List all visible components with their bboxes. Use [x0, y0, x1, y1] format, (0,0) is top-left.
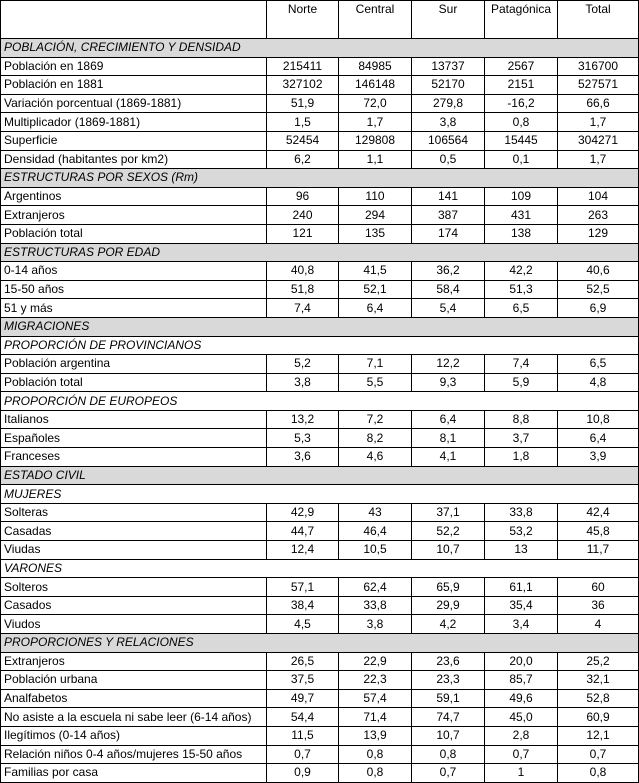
header-blank-cell [1, 1, 267, 39]
row-label: Familias por casa [1, 764, 267, 783]
table-cell: 66,6 [558, 94, 639, 113]
table-cell: 0,7 [267, 745, 339, 764]
table-cell: 7,4 [267, 299, 339, 318]
table-row [1, 522, 639, 541]
table-cell: 7,4 [485, 355, 558, 374]
table-cell: 57,1 [267, 578, 339, 597]
subsection-header-row [1, 485, 639, 504]
row-label: Variación porcentual (1869-1881) [1, 94, 267, 113]
table-cell: 6,2 [267, 150, 339, 169]
table-cell: 13,9 [339, 726, 412, 745]
table-cell: 6,5 [485, 299, 558, 318]
table-cell: 3,4 [485, 615, 558, 634]
table-cell: 0,8 [558, 764, 639, 783]
table-cell: 1,1 [339, 150, 412, 169]
table-cell: 141 [412, 187, 485, 206]
table-cell: 35,4 [485, 596, 558, 615]
table-cell: 4,1 [412, 448, 485, 467]
subsection-header-row [1, 336, 639, 355]
table-cell: -16,2 [485, 94, 558, 113]
row-label: Españoles [1, 429, 267, 448]
table-cell: 294 [339, 206, 412, 225]
table-row [1, 94, 639, 113]
table-cell: 32,1 [558, 671, 639, 690]
table-cell: 10,7 [412, 726, 485, 745]
section-title: ESTRUCTURAS POR EDAD [1, 243, 639, 262]
table-cell: 2151 [485, 76, 558, 95]
table-cell: 5,2 [267, 355, 339, 374]
table-cell: 45,0 [485, 708, 558, 727]
table-cell: 61,1 [485, 578, 558, 597]
table-cell: 174 [412, 224, 485, 243]
table-cell: 40,8 [267, 262, 339, 281]
table-cell: 0,7 [412, 764, 485, 783]
table-cell: 138 [485, 224, 558, 243]
row-label: Población urbana [1, 671, 267, 690]
row-label: 51 y más [1, 299, 267, 318]
table-cell: 10,5 [339, 541, 412, 560]
table-cell: 13737 [412, 57, 485, 76]
table-row [1, 708, 639, 727]
row-label: Multiplicador (1869-1881) [1, 113, 267, 132]
table-cell: 3,8 [412, 113, 485, 132]
table-cell: 4,2 [412, 615, 485, 634]
table-cell: 84985 [339, 57, 412, 76]
row-label: Argentinos [1, 187, 267, 206]
row-label: 15-50 años [1, 280, 267, 299]
table-cell: 129808 [339, 131, 412, 150]
table-cell: 279,8 [412, 94, 485, 113]
table-cell: 8,1 [412, 429, 485, 448]
table-cell: 0,8 [339, 764, 412, 783]
row-label: Superficie [1, 131, 267, 150]
table-cell: 0,7 [485, 745, 558, 764]
table-cell: 12,4 [267, 541, 339, 560]
subsection-title: VARONES [1, 559, 639, 578]
table-cell: 33,8 [485, 503, 558, 522]
table-cell: 6,4 [412, 410, 485, 429]
table-cell: 38,4 [267, 596, 339, 615]
table-cell: 3,9 [558, 448, 639, 467]
table-cell: 53,2 [485, 522, 558, 541]
table-cell: 1,7 [558, 150, 639, 169]
table-row [1, 373, 639, 392]
table-cell: 57,4 [339, 689, 412, 708]
table-cell: 20,0 [485, 652, 558, 671]
table-cell: 4,5 [267, 615, 339, 634]
table-cell: 1,7 [339, 113, 412, 132]
table-cell: 85,7 [485, 671, 558, 690]
row-label: Relación niños 0-4 años/mujeres 15-50 años [1, 745, 267, 764]
table-cell: 23,3 [412, 671, 485, 690]
table-cell: 15445 [485, 131, 558, 150]
table-cell: 3,6 [267, 448, 339, 467]
section-header-row [1, 466, 639, 485]
table-cell: 52454 [267, 131, 339, 150]
table-cell: 1,7 [558, 113, 639, 132]
table-cell: 45,8 [558, 522, 639, 541]
row-label: Población argentina [1, 355, 267, 374]
table-cell: 40,6 [558, 262, 639, 281]
table-cell: 4,8 [558, 373, 639, 392]
table-row [1, 355, 639, 374]
table-cell: 7,2 [339, 410, 412, 429]
table-cell: 0,8 [339, 745, 412, 764]
table-cell: 146148 [339, 76, 412, 95]
section-title: ESTADO CIVIL [1, 466, 639, 485]
subsection-title: PROPORCIÓN DE PROVINCIANOS [1, 336, 639, 355]
section-header-row [1, 169, 639, 188]
table-cell: 52,2 [412, 522, 485, 541]
table-cell: 431 [485, 206, 558, 225]
table-cell: 316700 [558, 57, 639, 76]
row-label: Italianos [1, 410, 267, 429]
table-cell: 3,8 [339, 615, 412, 634]
table-cell: 54,4 [267, 708, 339, 727]
table-cell: 29,9 [412, 596, 485, 615]
table-cell: 2567 [485, 57, 558, 76]
table-cell: 5,3 [267, 429, 339, 448]
row-label: Viudos [1, 615, 267, 634]
table-cell: 527571 [558, 76, 639, 95]
table-row [1, 726, 639, 745]
table-cell: 387 [412, 206, 485, 225]
table-cell: 304271 [558, 131, 639, 150]
row-label: Analfabetos [1, 689, 267, 708]
table-row [1, 652, 639, 671]
row-label: Solteras [1, 503, 267, 522]
table-row [1, 541, 639, 560]
subsection-header-row [1, 392, 639, 411]
section-header-row [1, 317, 639, 336]
row-label: Casadas [1, 522, 267, 541]
column-header: Patagónica [485, 1, 558, 39]
table-row [1, 76, 639, 95]
row-label: 0-14 años [1, 262, 267, 281]
table-row [1, 448, 639, 467]
table-cell: 106564 [412, 131, 485, 150]
table-cell: 0,8 [412, 745, 485, 764]
table-row [1, 206, 639, 225]
table-row [1, 671, 639, 690]
table-cell: 60,9 [558, 708, 639, 727]
table-row [1, 262, 639, 281]
subsection-title: MUJERES [1, 485, 639, 504]
table-cell: 37,1 [412, 503, 485, 522]
table-row [1, 113, 639, 132]
table-cell: 1,5 [267, 113, 339, 132]
table-cell: 26,5 [267, 652, 339, 671]
table-cell: 0,8 [485, 113, 558, 132]
table-cell: 36 [558, 596, 639, 615]
table-cell: 327102 [267, 76, 339, 95]
table-row [1, 578, 639, 597]
column-header: Total [558, 1, 639, 39]
table-cell: 0,7 [558, 745, 639, 764]
table-cell: 121 [267, 224, 339, 243]
table-cell: 11,5 [267, 726, 339, 745]
table-cell: 5,5 [339, 373, 412, 392]
table-cell: 49,7 [267, 689, 339, 708]
table-cell: 135 [339, 224, 412, 243]
header-row [1, 1, 639, 39]
row-label: Población en 1881 [1, 76, 267, 95]
table-cell: 59,1 [412, 689, 485, 708]
table-cell: 2,8 [485, 726, 558, 745]
table-cell: 74,7 [412, 708, 485, 727]
row-label: Población total [1, 224, 267, 243]
row-label: Ilegítimos (0-14 años) [1, 726, 267, 745]
table-cell: 263 [558, 206, 639, 225]
table-cell: 22,9 [339, 652, 412, 671]
table-cell: 41,5 [339, 262, 412, 281]
table-cell: 43 [339, 503, 412, 522]
table-cell: 8,8 [485, 410, 558, 429]
table-cell: 62,4 [339, 578, 412, 597]
table-cell: 96 [267, 187, 339, 206]
table-cell: 10,8 [558, 410, 639, 429]
table-cell: 37,5 [267, 671, 339, 690]
section-title: ESTRUCTURAS POR SEXOS (Rm) [1, 169, 639, 188]
table-cell: 5,9 [485, 373, 558, 392]
section-header-row [1, 39, 639, 58]
table-cell: 23,6 [412, 652, 485, 671]
table-cell: 22,3 [339, 671, 412, 690]
table-cell: 4 [558, 615, 639, 634]
table-row [1, 187, 639, 206]
row-label: Población total [1, 373, 267, 392]
table-row [1, 280, 639, 299]
table-cell: 110 [339, 187, 412, 206]
table-cell: 12,2 [412, 355, 485, 374]
table-cell: 36,2 [412, 262, 485, 281]
table-cell: 0,9 [267, 764, 339, 783]
table-cell: 3,7 [485, 429, 558, 448]
table-cell: 6,4 [558, 429, 639, 448]
table-cell: 65,9 [412, 578, 485, 597]
row-label: Solteros [1, 578, 267, 597]
table-row [1, 410, 639, 429]
section-header-row [1, 634, 639, 653]
table-cell: 104 [558, 187, 639, 206]
table-cell: 52,5 [558, 280, 639, 299]
table-cell: 11,7 [558, 541, 639, 560]
table-cell: 1 [485, 764, 558, 783]
table-row [1, 689, 639, 708]
table-cell: 3,8 [267, 373, 339, 392]
table-cell: 4,6 [339, 448, 412, 467]
table-cell: 13 [485, 541, 558, 560]
table-row [1, 764, 639, 783]
table-cell: 60 [558, 578, 639, 597]
column-header: Norte [267, 1, 339, 39]
table-cell: 72,0 [339, 94, 412, 113]
row-label: Franceses [1, 448, 267, 467]
subsection-header-row [1, 559, 639, 578]
table-cell: 42,2 [485, 262, 558, 281]
row-label: Densidad (habitantes por km2) [1, 150, 267, 169]
table-cell: 8,2 [339, 429, 412, 448]
table-cell: 51,9 [267, 94, 339, 113]
table-cell: 49,6 [485, 689, 558, 708]
table-cell: 33,8 [339, 596, 412, 615]
table-row [1, 131, 639, 150]
row-label: Extranjeros [1, 206, 267, 225]
table-cell: 58,4 [412, 280, 485, 299]
table-row [1, 57, 639, 76]
table-cell: 0,5 [412, 150, 485, 169]
table-cell: 42,9 [267, 503, 339, 522]
table-cell: 25,2 [558, 652, 639, 671]
row-label: Población en 1869 [1, 57, 267, 76]
table-cell: 52170 [412, 76, 485, 95]
table-cell: 42,4 [558, 503, 639, 522]
table-cell: 51,8 [267, 280, 339, 299]
table-body [1, 39, 639, 783]
section-title: POBLACIÓN, CRECIMIENTO Y DENSIDAD [1, 39, 639, 58]
table-cell: 7,1 [339, 355, 412, 374]
section-header-row [1, 243, 639, 262]
table-cell: 109 [485, 187, 558, 206]
row-label: No asiste a la escuela ni sabe leer (6-14 años) [1, 708, 267, 727]
table-cell: 71,4 [339, 708, 412, 727]
table-cell: 12,1 [558, 726, 639, 745]
table-cell: 0,1 [485, 150, 558, 169]
table-cell: 240 [267, 206, 339, 225]
table-cell: 46,4 [339, 522, 412, 541]
table-cell: 52,8 [558, 689, 639, 708]
table-cell: 44,7 [267, 522, 339, 541]
table-cell: 51,3 [485, 280, 558, 299]
row-label: Viudas [1, 541, 267, 560]
table-row [1, 150, 639, 169]
table-cell: 215411 [267, 57, 339, 76]
section-title: PROPORCIONES Y RELACIONES [1, 634, 639, 653]
table-row [1, 596, 639, 615]
table-cell: 1,8 [485, 448, 558, 467]
section-title: MIGRACIONES [1, 317, 639, 336]
row-label: Extranjeros [1, 652, 267, 671]
row-label: Casados [1, 596, 267, 615]
table-row [1, 429, 639, 448]
table-cell: 6,9 [558, 299, 639, 318]
table-cell: 9,3 [412, 373, 485, 392]
table-row [1, 615, 639, 634]
table-row [1, 224, 639, 243]
column-header: Central [339, 1, 412, 39]
column-header: Sur [412, 1, 485, 39]
table-row [1, 299, 639, 318]
table-cell: 6,5 [558, 355, 639, 374]
table-cell: 129 [558, 224, 639, 243]
table-cell: 10,7 [412, 541, 485, 560]
table-cell: 5,4 [412, 299, 485, 318]
table-cell: 13,2 [267, 410, 339, 429]
table-cell: 52,1 [339, 280, 412, 299]
table-cell: 6,4 [339, 299, 412, 318]
subsection-title: PROPORCIÓN DE EUROPEOS [1, 392, 639, 411]
table-row [1, 503, 639, 522]
table-row [1, 745, 639, 764]
